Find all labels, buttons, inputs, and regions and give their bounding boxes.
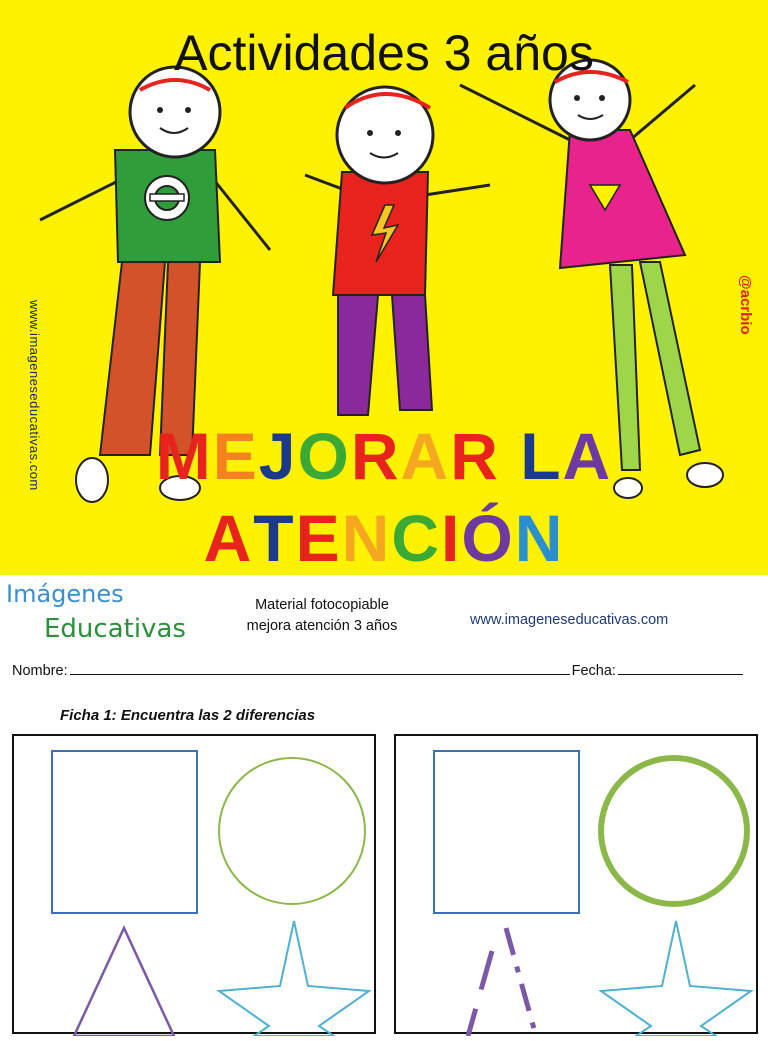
headline-letter: J [258, 419, 298, 493]
author-handle: @acrbio [737, 275, 754, 335]
shapes-panel-left [12, 734, 376, 1034]
material-caption [222, 595, 422, 637]
triangle-dashed-side [506, 928, 536, 1036]
headline-letter: M [155, 419, 213, 493]
shapes-right [396, 736, 756, 1036]
headline-line-1 [0, 418, 768, 494]
logo-text-bottom: Educativas [44, 614, 186, 644]
name-date-row [12, 660, 743, 679]
square-shape [434, 751, 579, 913]
shapes-left [14, 736, 374, 1036]
headline-letter: Ó [461, 501, 515, 575]
star-shape [219, 921, 369, 1036]
headline-letter: R [350, 419, 401, 493]
headline-letter: A [203, 501, 254, 575]
material-line-1: Material fotocopiable [255, 597, 389, 613]
headline-letter: L [520, 419, 563, 493]
fecha-label: Fecha: [571, 663, 616, 679]
nombre-field[interactable] [70, 660, 570, 675]
headline-letter: N [514, 501, 565, 575]
headline-letter: C [391, 501, 441, 575]
headline-letter: E [295, 501, 342, 575]
imagenes-educativas-logo [6, 580, 186, 650]
shapes-panel-right [394, 734, 758, 1034]
kid-red [305, 87, 490, 415]
triangle-shape [74, 928, 174, 1036]
website-link[interactable]: www.imageneseducativas.com [470, 612, 669, 628]
logo-text-top: Imágenes [6, 580, 124, 608]
headline-letter: O [297, 419, 351, 493]
headline-letter: N [341, 501, 392, 575]
headline-letter: R [450, 419, 500, 493]
fecha-field[interactable] [618, 660, 743, 675]
triangle-dashed-side [468, 951, 492, 1036]
exercise-title: Ficha 1: Encuentra las 2 diferencias [60, 707, 316, 724]
headline-letter: T [253, 501, 296, 575]
nombre-label: Nombre: [12, 663, 68, 679]
circle-shape-thick [601, 758, 747, 904]
headline-line-2 [0, 500, 768, 575]
side-website-text: www.imageneseducativas.com [27, 300, 42, 491]
square-shape [52, 751, 197, 913]
circle-shape [219, 758, 365, 904]
headline-letter: A [562, 419, 613, 493]
star-shape [601, 921, 751, 1036]
headline-letter: A [400, 419, 451, 493]
cover-title: Actividades 3 años [174, 25, 594, 81]
material-line-2: mejora atención 3 años [246, 618, 398, 634]
headline-letter: I [441, 501, 462, 575]
headline-letter: E [212, 419, 259, 493]
headline-letter [500, 418, 520, 494]
